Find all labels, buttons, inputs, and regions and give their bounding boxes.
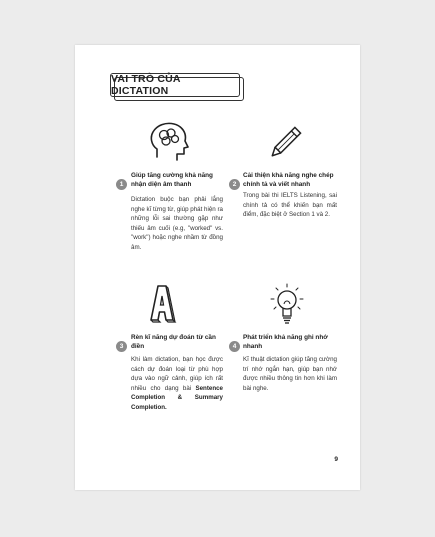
- brain-head-icon: [147, 121, 191, 163]
- item-body: [131, 355, 223, 412]
- item-heading: Rèn kĩ năng dự đoán từ cần điền: [131, 334, 216, 350]
- document-page: [75, 45, 360, 490]
- pencil-icon: [265, 123, 305, 163]
- item-body-bold: Sentence Completion & Summary Completion.: [131, 384, 223, 411]
- item-number-badge: 1: [116, 179, 127, 190]
- item-body: Kĩ thuật dictation giúp tăng cường trí nhớ ngắn hạn, giúp bạn nhớ được nhiều thông tin hơn khi làm bài nghe.: [243, 356, 337, 392]
- item-body: Trong bài thi IELTS Listening, sai chính tả có thể khiến bạn mất điểm, đặc biệt ở Section 1 và 2.: [243, 192, 337, 218]
- item-number-badge: 4: [229, 341, 240, 352]
- page-title: VAI TRÒ CỦA DICTATION: [110, 73, 240, 97]
- item-body-intro: Khi làm dictation, bạn học được cách dự đoán loại từ phù hợp dựa vào ngữ cảnh, giúp ích rất nhiều cho dạng bài: [131, 356, 223, 392]
- page-number: 9: [334, 456, 338, 463]
- letter-a-icon: [147, 282, 177, 324]
- item-heading: Phát triển khả năng ghi nhớ nhanh: [243, 334, 328, 350]
- item-number-badge: 2: [229, 179, 240, 190]
- item-body: Dictation buộc bạn phải lắng nghe kĩ từng từ, giúp phát hiện ra những lỗi sai thường gặp như thiếu âm cuối (e.g, "worked" vs. "work") hoặc nghe nhầm từ đồng âm.: [131, 196, 223, 251]
- item-heading: Giúp tăng cường khả năng nhận diện âm thanh: [131, 172, 213, 188]
- item-heading: Cải thiện khả năng nghe chép chính tả và viết nhanh: [243, 172, 334, 188]
- lightbulb-icon: [265, 282, 309, 330]
- item-number-badge: 3: [116, 341, 127, 352]
